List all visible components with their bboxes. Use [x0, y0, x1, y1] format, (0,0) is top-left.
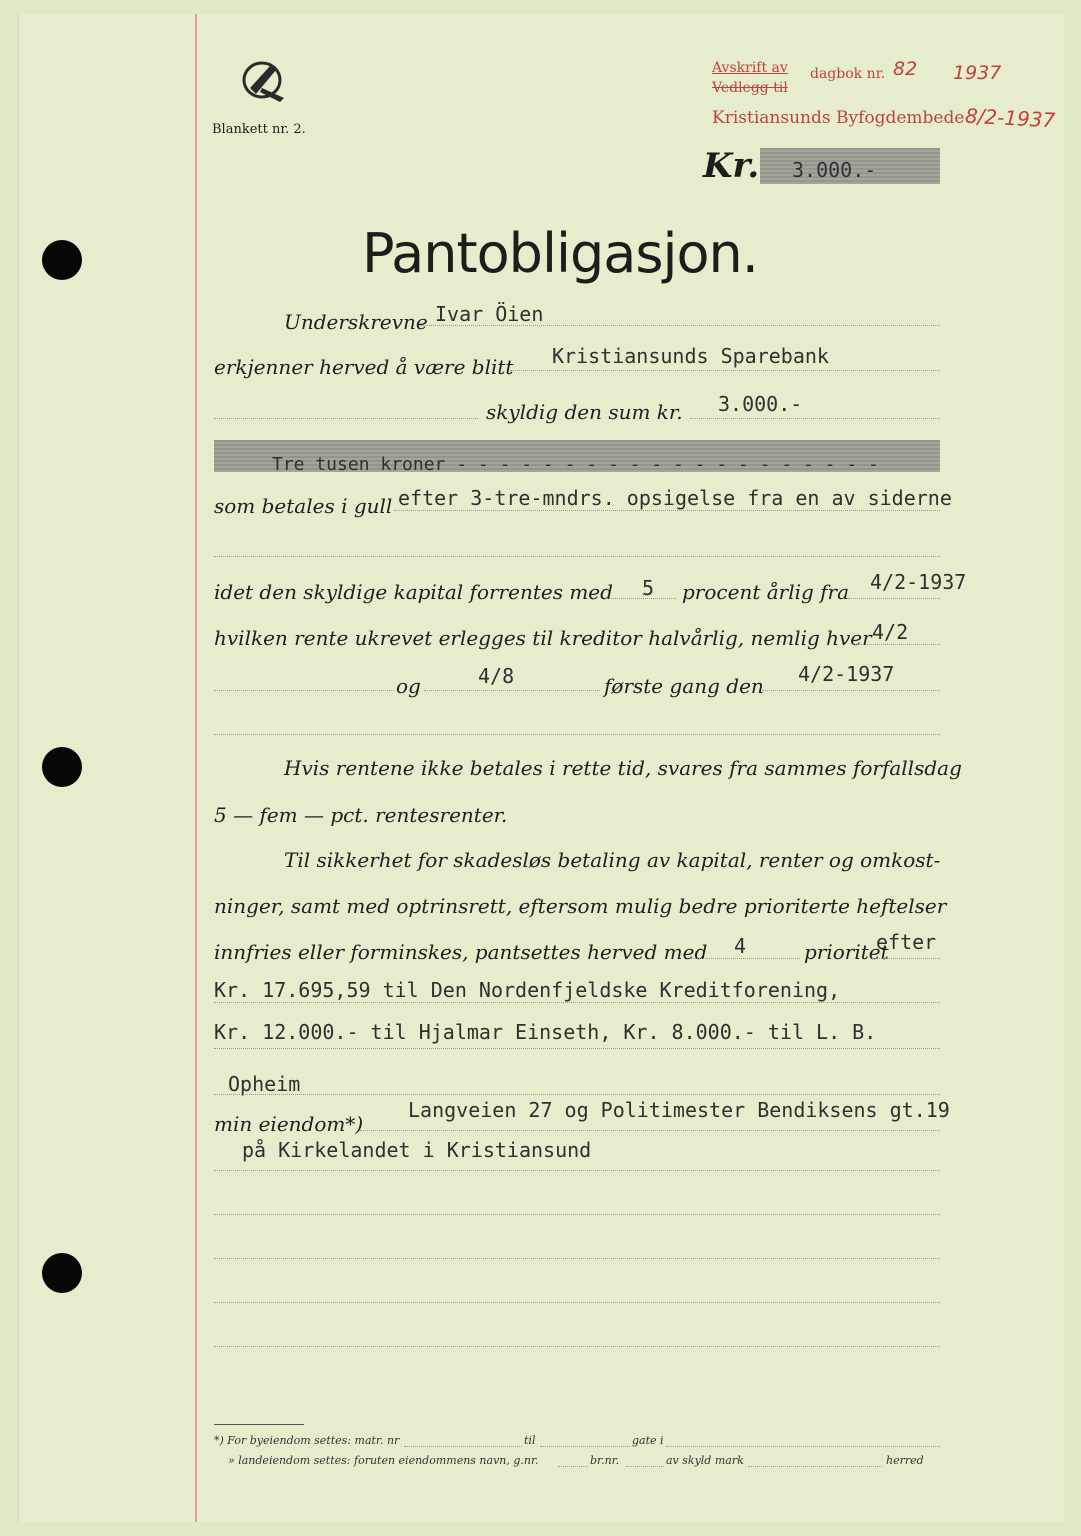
stamp-dagbok-label: dagbok nr.: [810, 66, 886, 82]
footnote-line1c: gate i: [632, 1434, 664, 1447]
forste-label: første gang den: [604, 674, 764, 698]
erkjenner-label: erkjenner herved å være blitt: [214, 355, 514, 379]
punch-hole: [42, 1253, 82, 1293]
dagbok-number: 82: [893, 58, 918, 80]
dotted-line: [360, 1130, 940, 1131]
dotted-line: [214, 734, 940, 735]
sum-value: 3.000.-: [718, 392, 803, 416]
footnote-line2b: br.nr.: [590, 1454, 620, 1467]
dotted-line: [762, 690, 940, 691]
dotted-line: [214, 690, 394, 691]
eiendom-value1: Langveien 27 og Politimester Bendiksens gt.19: [408, 1098, 950, 1122]
prior-line3: Opheim: [228, 1072, 301, 1096]
creditor-value: Kristiansunds Sparebank: [552, 344, 829, 368]
first-date: 4/2-1937: [798, 662, 895, 686]
dotted-line: [214, 1258, 940, 1259]
dotted-line: [214, 1302, 940, 1303]
footnote-line1b: til: [524, 1434, 536, 1447]
betales-label: som betales i gull: [214, 494, 393, 518]
dotted-line: [214, 1214, 940, 1215]
dotted-line: [540, 1446, 630, 1447]
footnote-line2d: herred: [886, 1454, 924, 1467]
betales-value: efter 3-tre-mndrs. opsigelse fra en av siderne: [398, 486, 952, 510]
punch-hole: [42, 240, 82, 280]
prior-line2: Kr. 12.000.- til Hjalmar Einseth, Kr. 8.000.- til L. B.: [214, 1020, 877, 1044]
footnote-rule: [214, 1424, 304, 1425]
blankett-label: Blankett nr. 2.: [212, 122, 306, 137]
dotted-line: [424, 690, 600, 691]
procent-label: procent årlig fra: [682, 580, 850, 604]
dotted-line: [214, 1094, 940, 1095]
hvilken-label: hvilken rente ukrevet erlegges til kreditor halvårlig, nemlig hver: [214, 626, 872, 650]
prioritet-label: prioritet: [804, 940, 889, 964]
efter-value: efter: [876, 930, 937, 954]
underskrevne-label: Underskrevne: [284, 310, 428, 334]
punch-hole: [42, 747, 82, 787]
para2-line2: ninger, samt med optrinsrett, eftersom mulig bedre prioriterte heftelser: [214, 894, 947, 918]
footnote-line1a: *) For byeiendom settes: matr. nr: [214, 1434, 400, 1447]
dotted-line: [690, 418, 940, 419]
dotted-line: [852, 644, 940, 645]
underskrevne-value: Ivar Öien: [435, 302, 544, 326]
dotted-line: [872, 958, 940, 959]
stamp-date: 8/2-1937: [964, 103, 1056, 133]
stamp-avskrift: Avskrift av: [712, 60, 788, 76]
dotted-line: [214, 1346, 940, 1347]
dotted-line: [666, 1446, 940, 1447]
printer-logo-icon: [240, 58, 290, 106]
para1-line1: Hvis rentene ikke betales i rette tid, svares fra sammes forfallsdag: [284, 756, 962, 780]
dotted-line: [606, 598, 676, 599]
stamp-year: 1937: [953, 62, 1002, 84]
dotted-line: [510, 370, 940, 371]
dotted-line: [214, 556, 940, 557]
stamp-vedlegg: Vedlegg til: [712, 80, 788, 96]
dotted-line: [214, 1002, 940, 1003]
dotted-line: [214, 418, 478, 419]
dotted-line: [690, 958, 800, 959]
priority-value: 4: [734, 934, 747, 958]
page-title: Pantobligasjon.: [362, 222, 758, 285]
prior-line1: Kr. 17.695,59 til Den Nordenfjeldske Kreditforening,: [214, 978, 841, 1002]
dotted-line: [848, 598, 940, 599]
og-label: og: [396, 674, 421, 698]
dotted-line: [394, 510, 940, 511]
para2-line3: innfries eller forminskes, pantsettes herved med: [214, 940, 708, 964]
dotted-line: [558, 1466, 588, 1467]
footnote-line2c: av skyld mark: [666, 1454, 744, 1467]
eiendom-label: min eiendom*): [214, 1112, 364, 1136]
kr-amount: 3.000.-: [792, 158, 877, 182]
para1-line2: 5 — fem — pct. rentesrenter.: [214, 803, 508, 827]
dotted-line: [748, 1466, 882, 1467]
rate-value: 5: [642, 576, 655, 600]
footnote-line2a: » landeiendom settes: foruten eiendommens navn, g.nr.: [228, 1454, 539, 1467]
term2-value: 4/8: [478, 664, 515, 688]
dotted-line: [214, 1048, 940, 1049]
eiendom-value2: på Kirkelandet i Kristiansund: [242, 1138, 592, 1162]
dotted-line: [626, 1466, 664, 1467]
sum-words: Tre tusen kroner - - - - - - - - - - - - - - - - - - - -: [272, 454, 879, 475]
skyldig-label: skyldig den sum kr.: [486, 400, 683, 424]
stamp-office: Kristiansunds Byfogdembede: [712, 108, 965, 128]
dotted-line: [404, 1446, 522, 1447]
margin-line: [195, 14, 197, 1522]
from-date: 4/2-1937: [870, 570, 967, 594]
dotted-line: [214, 1170, 940, 1171]
kr-label: Kr.: [703, 146, 760, 186]
para2-line1: Til sikkerhet for skadesløs betaling av kapital, renter og omkost-: [284, 848, 941, 872]
forrentes-label: idet den skyldige kapital forrentes med: [214, 580, 613, 604]
term1-value: 4/2: [872, 620, 909, 644]
